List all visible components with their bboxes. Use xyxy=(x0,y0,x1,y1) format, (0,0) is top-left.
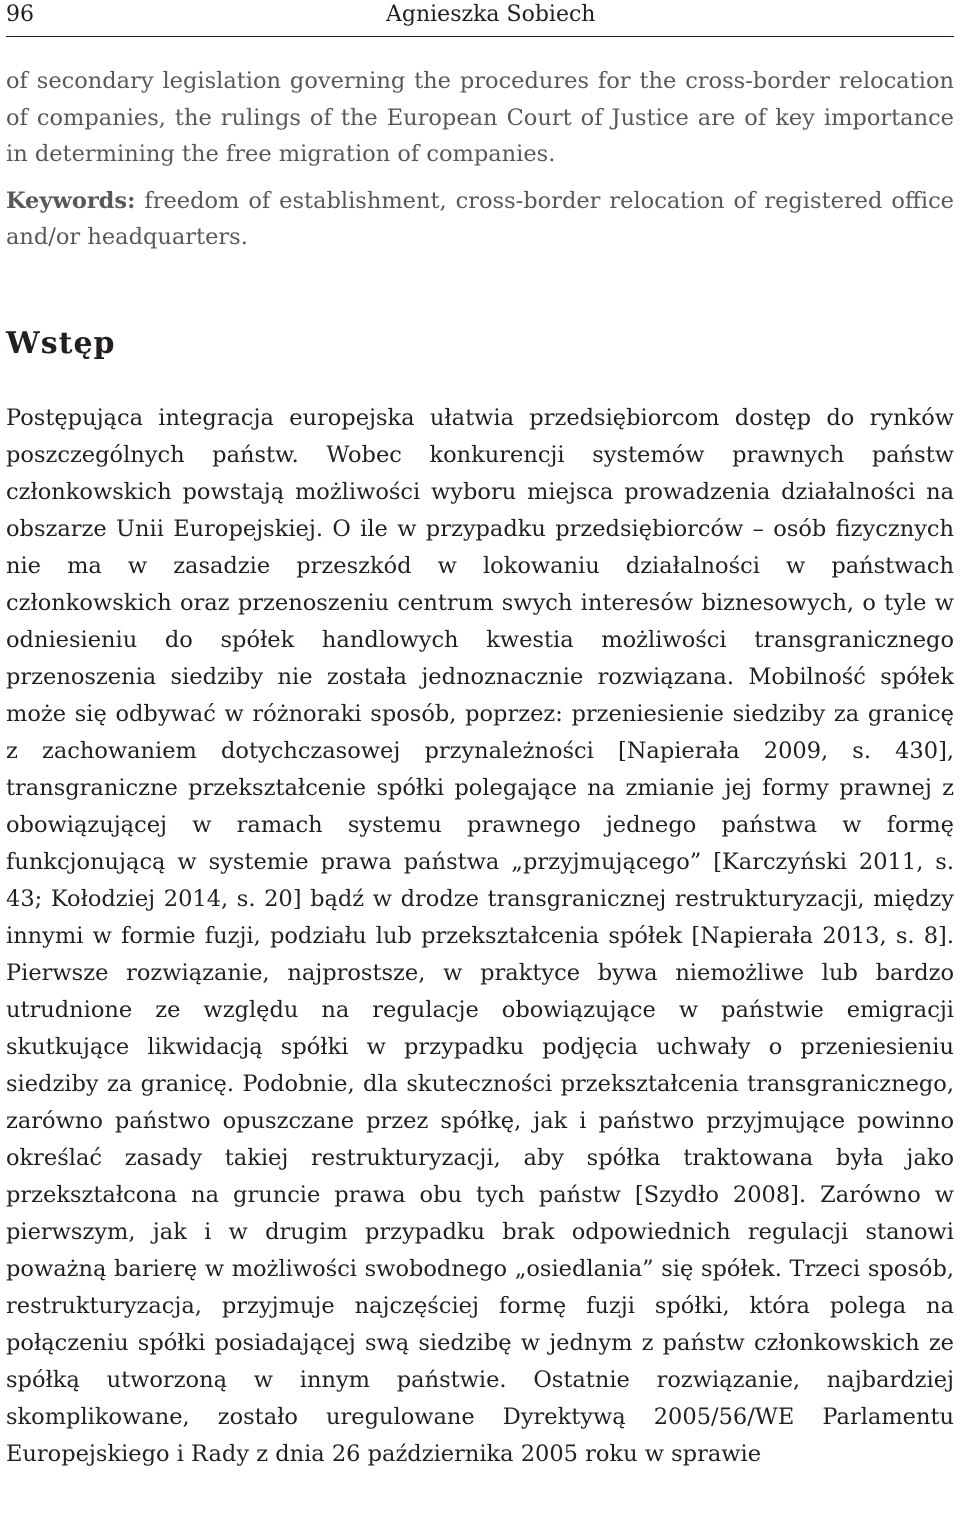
section-heading: Wstęp xyxy=(6,325,116,361)
abstract-text: of secondary legislation governing the procedures for the cross-border relocation of companies, the rulings of the European Court of Justice are of key importance in determining the free migration of companies. xyxy=(6,68,954,167)
document-page xyxy=(6,0,954,1473)
running-head-author: Agnieszka Sobiech xyxy=(386,2,596,27)
page-number: 96 xyxy=(6,2,34,27)
keywords-line xyxy=(6,183,954,256)
keywords-text: freedom of establishment, cross-border relocation of registered office and/or headquarters. xyxy=(6,187,954,250)
keywords-label: Keywords: xyxy=(6,187,136,214)
body-paragraph: Postępująca integracja europejska ułatwia przedsiębiorcom dostęp do rynków poszczególnych państw. Wobec konkurencji systemów prawnych państw członkowskich powstają możliwości wyboru miejsca prowadzenia działalności na obszarze Unii Europejskiej. O ile w przypadku przedsiębiorców – osób fizycznych nie ma w zasadzie przeszkód w lokowaniu działalności w państwach członkowskich oraz przenoszeniu centrum swych interesów biznesowych, o tyle w odniesieniu do spółek handlowych kwestia możliwości transgranicznego przenoszenia siedziby nie została jednoznacznie rozwiązana. Mobilność spółek może się odbywać w różnoraki sposób, poprzez: przeniesienie siedziby za granicę z zachowaniem dotychczasowej przynależności [Napierała 2009, s. 430], transgraniczne przekształcenie spółki polegające na zmianie jej formy prawnej z obowiązującej w ramach systemu prawnego jednego państwa w formę funkcjonującą w systemie prawa państwa „przyjmującego” [Karczyński 2011, s. 43; Kołodziej 2014, s. 20] bądź w drodze transgranicznej restrukturyzacji, między innymi w formie fuzji, podziału lub przekształcenia spółek [Napierała 2013, s. 8]. Pierwsze rozwiązanie, najprostsze, w praktyce bywa niemożliwe lub bardzo utrudnione ze względu na regulacje obowiązujące w państwie emigracji skutkujące likwidacją spółki w przypadku podjęcia uchwały o przeniesieniu siedziby za granicę. Podobnie, dla skuteczności przekształcenia transgranicznego, zarówno państwo opuszczane przez spółkę, jak i państwo przyjmujące powinno określać zasady takiej restrukturyzacji, aby spółka traktowana była jako przekształcona na gruncie prawa obu tych państw [Szydło 2008]. Zarówno w pierwszym, jak i w drugim przypadku brak odpowiednich regulacji stanowi poważną barierę w możliwości swobodnego „osiedlania” się spółek. Trzeci sposób, restrukturyzacja, przyjmuje najczęściej formę fuzji spółki, która polega na połączeniu spółki posiadającej swą siedzibę w jednym z państw członkowskich ze spółką utworzoną w innym państwie. Ostatnie rozwiązanie, najbardziej skomplikowane, zostało uregulowane Dyrektywą 2005/56/WE Parlamentu Europejskiego i Rady z dnia 26 października 2005 roku w sprawie xyxy=(6,404,954,1467)
running-head xyxy=(6,0,954,37)
